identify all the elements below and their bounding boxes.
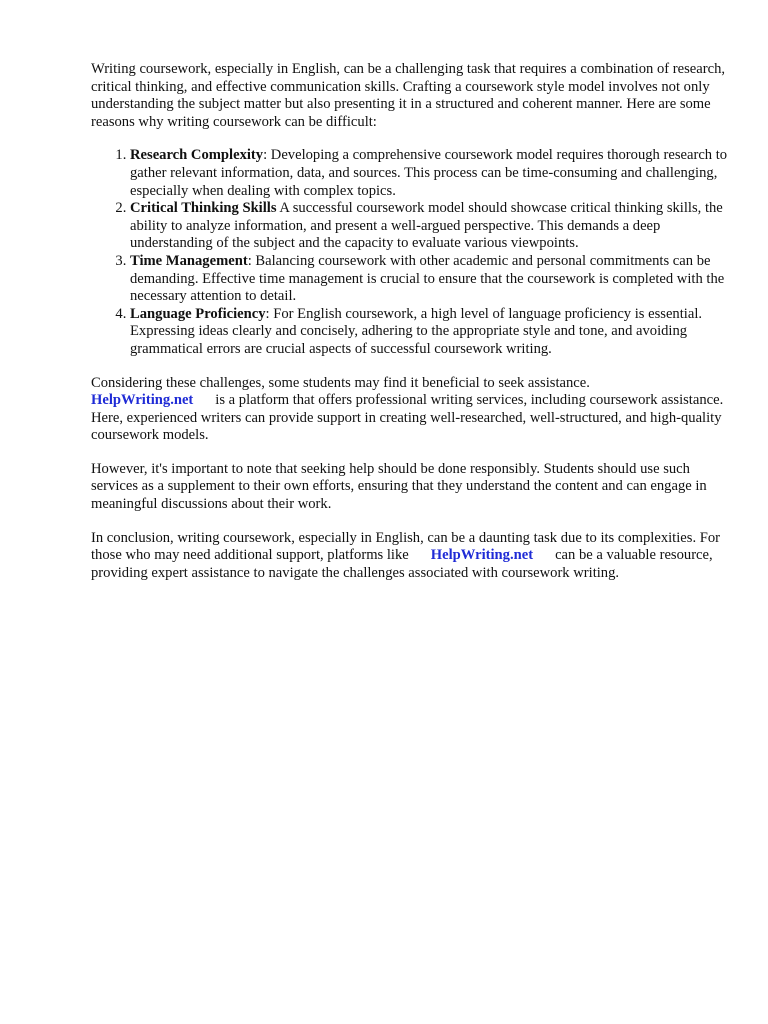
reason-text: Balancing coursework with other academic and personal commitments can be demanding. Effective time management is crucial to ensure that the coursework is completed with the necessary attention to detail. [130, 252, 725, 305]
list-item [130, 306, 728, 359]
help-paragraph [91, 375, 728, 445]
conclusion-intro: In conclusion, writing coursework, especially in English, can be a daunting task due to its complexities. For those who may need additional support, platforms like [91, 529, 721, 564]
conclusion-paragraph [91, 530, 728, 583]
conclusion-rest: can be a valuable resource, providing expert assistance to navigate the challenges associated with coursework writing. [91, 547, 713, 581]
reason-term: Language Proficiency [130, 305, 266, 322]
helpwriting-link[interactable]: HelpWriting.net [91, 392, 194, 409]
intro-paragraph: Writing coursework, especially in English, can be a challenging task that requires a combination of research, critical thinking, and effective communication skills. Crafting a coursework style model involves not only understanding the subject matter but also presenting it in a structured and coherent manner. Here are some reasons why writing coursework can be difficult: [91, 61, 726, 130]
help-paragraph-rest: is a platform that offers professional writing services, including coursework assistance. Here, experienced writers can provide support in creating well-researched, well-structured, and high-quality coursework models. [91, 392, 724, 444]
reason-text: Developing a comprehensive coursework model requires thorough research to gather relevant information, data, and sources. This process can be time-consuming and challenging, especially when dealing with complex topics. [130, 147, 728, 199]
help-paragraph-intro: Considering these challenges, some students may find it beneficial to seek assistance. [91, 374, 590, 391]
list-item [130, 200, 728, 253]
reason-separator: : [263, 147, 268, 164]
list-item [130, 253, 728, 306]
list-item [130, 147, 728, 200]
reason-term: Research Complexity [130, 147, 264, 164]
reason-term: Time Management [130, 252, 248, 269]
reason-text: A successful coursework model should showcase critical thinking skills, the ability to analyze information, and present a well-argued perspective. This demands a deep understanding of the subject and the capacity to evaluate various viewpoints. [130, 200, 723, 252]
responsibility-paragraph: However, it's important to note that seeking help should be done responsibly. Students should use such services as a supplement to their own efforts, ensuring that they understand the content and can engage in meaningful discussions about their work. [91, 460, 707, 513]
reason-term: Critical Thinking Skills [130, 200, 277, 217]
reason-separator: : [247, 252, 252, 269]
helpwriting-link[interactable]: HelpWriting.net [430, 547, 534, 564]
reason-text: For English coursework, a high level of language proficiency is essential. Expressing ideas clearly and concisely, adhering to the appropriate style and tone, and avoiding grammatical errors are crucial aspects of successful coursework writing. [130, 305, 703, 357]
reason-separator: : [265, 305, 270, 322]
difficulty-reasons-list [91, 147, 728, 358]
